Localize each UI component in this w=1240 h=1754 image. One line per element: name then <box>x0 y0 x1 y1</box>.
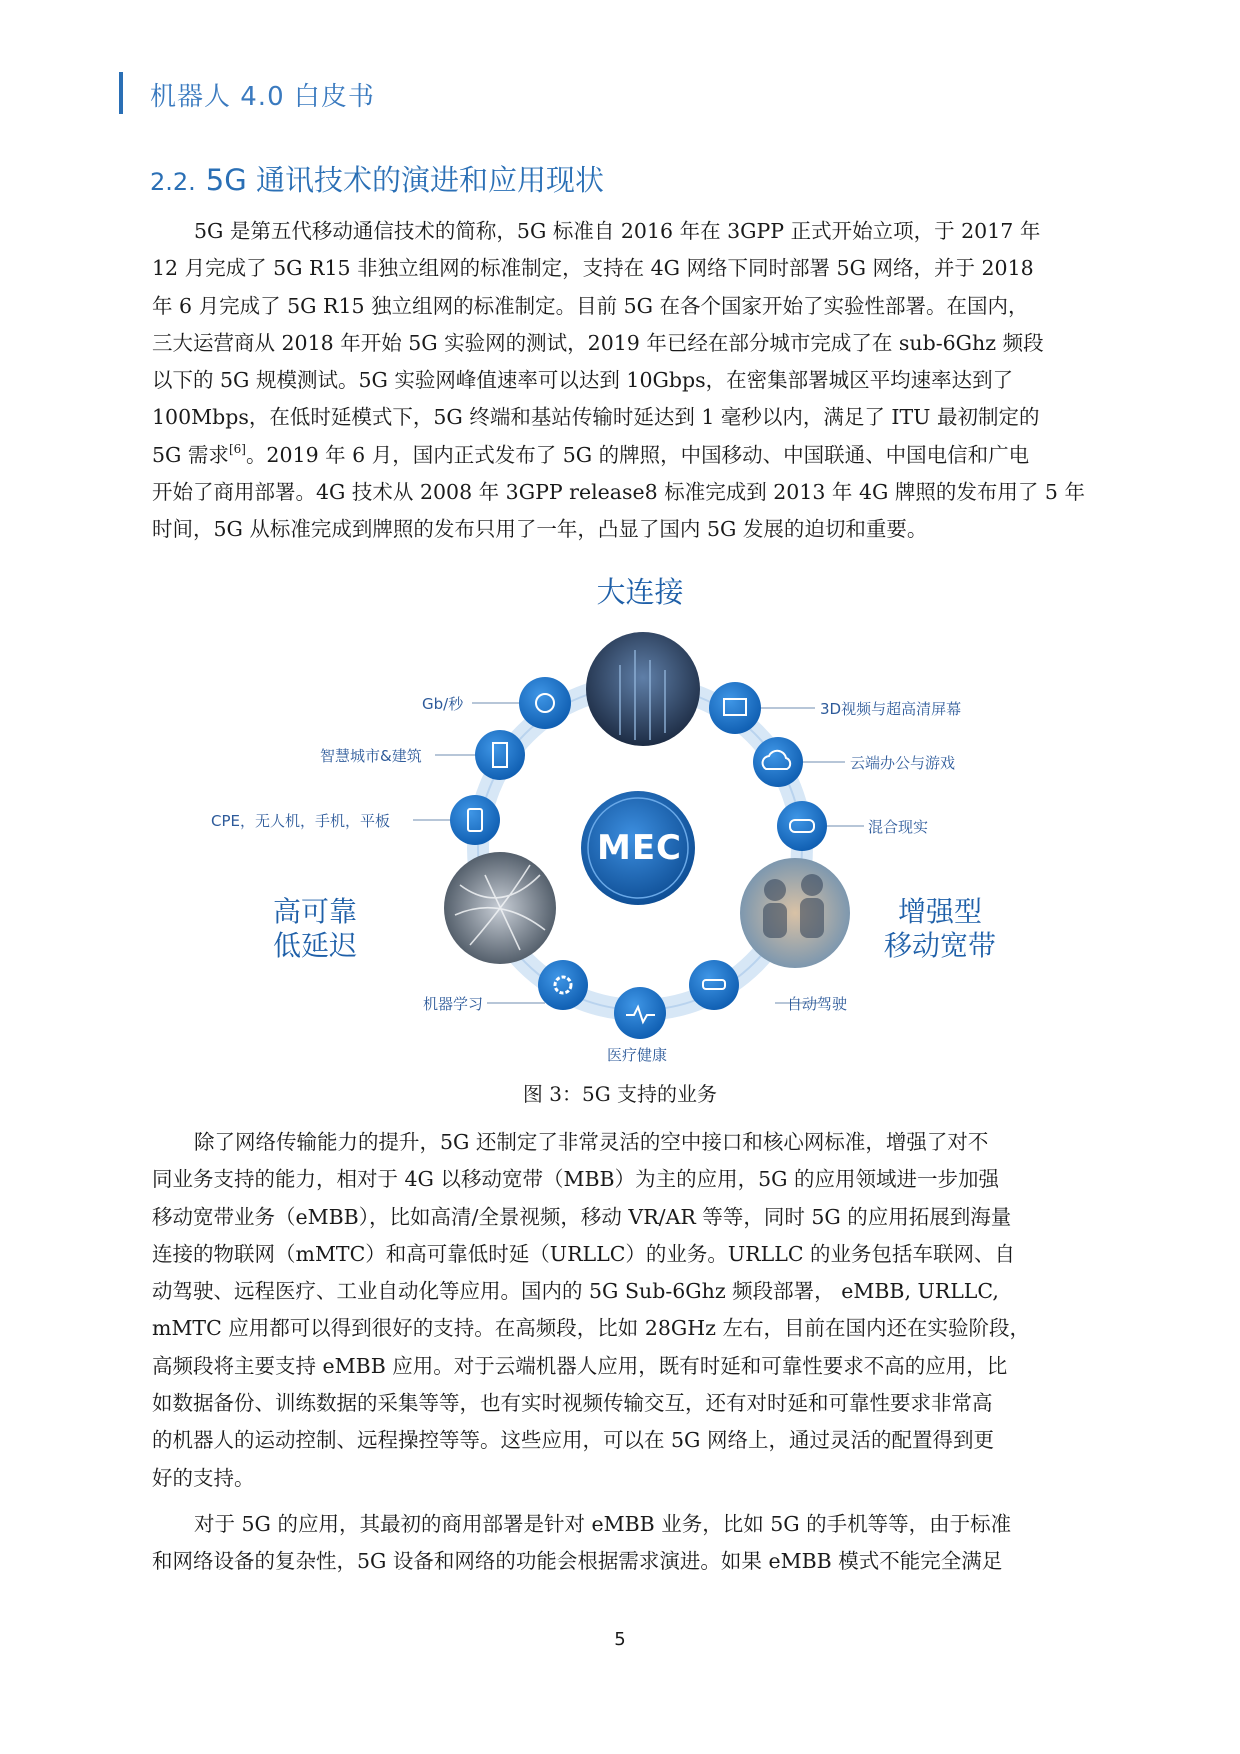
figure-caption: 图 3：5G 支持的业务 <box>522 1082 718 1106</box>
text-line: 年 6 月完成了 5G R15 独立组网的标准制定。目前 5G 在各个国家开始了实验性部署。在国内， <box>152 293 1029 318</box>
section-heading <box>150 158 604 199</box>
tablet-icon <box>450 795 500 845</box>
section-number: 2.2. <box>150 168 196 196</box>
text-line: 时间，5G 从标准完成到牌照的发布只用了一年，凸显了国内 5G 发展的迫切和重要。 <box>152 517 928 542</box>
paragraph-2 <box>152 1124 1097 1497</box>
text-line: 除了网络传输能力的提升，5G 还制定了非常灵活的空中接口和核心网标准，增强了对不 <box>194 1130 989 1154</box>
text-line: 同业务支持的能力，相对于 4G 以移动宽带（MBB）为主的应用，5G 的应用领域进一步加强 <box>152 1167 1000 1192</box>
text-line <box>152 437 1097 474</box>
text-line: 移动宽带业务（eMBB），比如高清/全景视频，移动 VR/AR 等等，同时 5G 的应用拓展到海量 <box>152 1204 1012 1229</box>
label-cloud-office: 云端办公与游戏 <box>850 754 956 772</box>
text-line: 和网络设备的复杂性，5G 设备和网络的功能会根据需求演进。如果 eMBB 模式不能完全满足 <box>152 1549 1003 1574</box>
vr-headset-icon <box>777 801 827 851</box>
text-line: 高频段将主要支持 eMBB 应用。对于云端机器人应用，既有时延和可靠性要求不高的应用，比 <box>152 1353 1008 1378</box>
text-line: 对于 5G 的应用，其最初的商用部署是针对 eMBB 业务，比如 5G 的手机等等，由于标准 <box>194 1512 1012 1536</box>
text-line: 开始了商用部署。4G 技术从 2008 年 3GPP release8 标准完成到 2013 年 4G 牌照的发布用了 5 年 <box>152 480 1085 505</box>
text-line: 100Mbps，在低时延模式下，5G 终端和基站传输时延达到 1 毫秒以内，满足了 ITU 最初制定的 <box>152 405 1040 430</box>
figure-title-massive-connectivity: 大连接 <box>596 575 684 609</box>
figure-title-enhanced-mobile-broadband <box>870 895 1010 963</box>
paragraph-1 <box>152 213 1097 549</box>
text-line: mMTC 应用都可以得到很好的支持。在高频段，比如 28GHz 左右，目前在国内还在实验阶段， <box>152 1316 1030 1341</box>
text-line: 的机器人的运动控制、远程操控等等。这些应用，可以在 5G 网络上，通过灵活的配置得到更 <box>152 1428 994 1453</box>
label-medical: 医疗健康 <box>607 1046 668 1064</box>
text-line: 三大运营商从 2018 年开始 5G 实验网的测试，2019 年已经在部分城市完成了在 sub-6Ghz 频段 <box>152 330 1044 355</box>
text-line: 5G 是第五代移动通信技术的简称，5G 标准自 2016 年在 3GPP 正式开始立项，于 2017 年 <box>194 219 1041 243</box>
label-autonomous-driving: 自动驾驶 <box>787 995 848 1013</box>
mec-label: MEC <box>597 828 683 868</box>
city-photo-circle <box>586 632 700 746</box>
paragraph-3 <box>152 1506 1097 1581</box>
label-mixed-reality: 混合现实 <box>868 818 929 836</box>
figure-title-line: 增强型 <box>897 895 982 928</box>
screen-3d-icon <box>709 682 761 734</box>
text-fragment: 5G 需求 <box>152 442 229 467</box>
text-line: 如数据备份、训练数据的采集等等，也有实时视频传输交互，还有对时延和可靠性要求非常高 <box>152 1391 993 1416</box>
label-3d-video: 3D视频与超高清屏幕 <box>820 700 962 718</box>
header-accent-bar <box>119 72 123 114</box>
figure-title-line: 低延迟 <box>272 929 357 962</box>
people-photo-circle <box>740 858 850 968</box>
gear-icon <box>538 960 588 1010</box>
section-title: 5G 通讯技术的演进和应用现状 <box>205 163 604 197</box>
label-machine-learning: 机器学习 <box>423 995 484 1013</box>
label-smart-city: 智慧城市&建筑 <box>320 747 422 765</box>
label-cpe-devices: CPE，无人机，手机，平板 <box>211 812 390 830</box>
figure-title-line: 高可靠 <box>272 895 357 928</box>
citation-reference[interactable]: [6] <box>228 441 246 456</box>
text-line: 12 月完成了 5G R15 非独立组网的标准制定，支持在 4G 网络下同时部署 5G 网络，并于 2018 <box>152 256 1034 281</box>
label-gb-per-sec: Gb/秒 <box>422 695 464 713</box>
page-number: 5 <box>614 1629 626 1650</box>
text-line: 以下的 5G 规模测试。5G 实验网峰值速率可以达到 10Gbps，在密集部署城区平均速率达到了 <box>152 368 1014 393</box>
figure-5g-services <box>200 575 1020 1064</box>
text-line: 连接的物联网（mMTC）和高可靠低时延（URLLC）的业务。URLLC 的业务包括车联网、自 <box>152 1241 1016 1266</box>
text-line: 好的支持。 <box>152 1465 255 1490</box>
running-header-title: 机器人 4.0 白皮书 <box>150 82 375 112</box>
figure-title-low-latency <box>250 895 380 963</box>
figure-title-line: 移动宽带 <box>883 929 996 962</box>
cloud-icon <box>753 737 803 787</box>
text-fragment: 。2019 年 6 月，国内正式发布了 5G 的牌照，中国移动、中国联通、中国电信和广电 <box>245 442 1030 467</box>
building-icon <box>475 730 525 780</box>
car-icon <box>689 960 739 1010</box>
speed-icon <box>519 677 571 729</box>
text-line: 动驾驶、远程医疗、工业自动化等应用。国内的 5G Sub-6Ghz 频段部署， eMBB, URLLC, <box>152 1279 999 1304</box>
